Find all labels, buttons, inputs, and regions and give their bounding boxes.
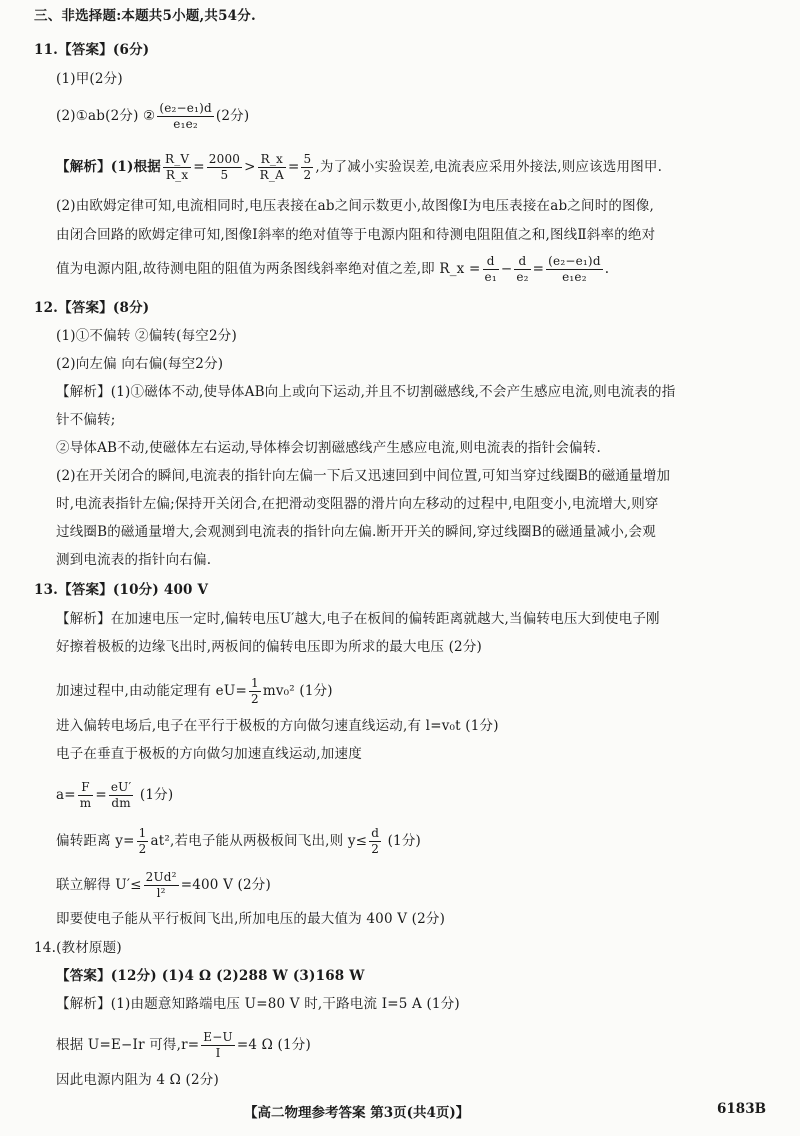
q14-line-2-prefix: 根据 U=E−Ir 可得,r= (56, 1037, 200, 1053)
fraction-denominator: R_x (165, 168, 189, 182)
q12-answer-2: (2)向左偏 向右偏(每空2分) (56, 356, 224, 372)
fraction-denominator: 2 (303, 168, 312, 182)
q11-answer-1: (1)甲(2分) (56, 71, 123, 87)
q12-analysis-line-6: 过线圈B的磁通量增大,会观测到电流表的指针向左偏.断开开关的瞬间,穿过线圈B的磁通量减小,会观 (56, 524, 656, 540)
fraction-denominator: I (215, 1046, 221, 1060)
section-title: 三、非选择题:本题共5小题,共54分. (34, 8, 256, 24)
fraction-denominator: dm (111, 796, 131, 810)
period: . (604, 261, 610, 277)
equals-sign: = (287, 159, 300, 175)
q11-analysis-2-line-1: (2)由欧姆定律可知,电流相同时,电压表接在ab之间示数更小,故图像Ⅰ为电压表接在ab之间时的图像, (56, 198, 655, 214)
fraction-5-2 (301, 152, 313, 183)
q13-line-6-suffix: (1分) (135, 787, 174, 803)
q11-analysis-2-line-3 (56, 254, 609, 285)
q13-line-3-suffix: mv₀² (1分) (262, 683, 333, 699)
q13-analysis-line-7 (56, 826, 421, 857)
q13-analysis-line-8 (56, 870, 271, 901)
q13-analysis-line-2: 好擦着极板的边缘飞出时,两板间的偏转电压即为所求的最大电压 (2分) (56, 639, 483, 655)
fraction-numerator: 2Ud² (145, 870, 177, 884)
fraction-denominator: e₂ (516, 270, 529, 284)
fraction-denominator: R_A (259, 168, 284, 182)
q13-analysis-line-4: 进入偏转电场后,电子在平行于极板的方向做匀速直线运动,有 l=v₀t (1分) (56, 718, 499, 734)
minus-sign: − (500, 261, 513, 277)
q14-analysis-line-2 (56, 1030, 311, 1061)
q13-analysis-line-6 (56, 780, 173, 811)
q11-analysis-2-line-2: 由闭合回路的欧姆定律可知,图像Ⅰ斜率的绝对值等于电源内阻和待测电阻阻值之和,图线Ⅱ斜率的绝对 (56, 227, 656, 243)
q13-analysis-line-9: 即要使电子能从平行板间飞出,所加电压的最大值为 400 V (2分) (56, 911, 446, 927)
fraction-1-2 (137, 826, 149, 857)
q11-answer-2-suffix: (2分) (215, 108, 250, 124)
fraction-denominator: 2 (250, 692, 259, 706)
fraction-d-e1 (483, 254, 499, 285)
fraction-numerator: 5 (303, 152, 312, 166)
q13-line-7-prefix: 偏转距离 y= (56, 833, 135, 849)
q14-answer: 【答案】(12分) (1)4 Ω (2)288 W (3)168 W (56, 968, 365, 984)
q12-answer-1: (1)①不偏转 ②偏转(每空2分) (56, 328, 237, 344)
q12-analysis-line-4: (2)在开关闭合的瞬间,电流表的指针向左偏一下后又迅速回到中间位置,可知当穿过线圈B的磁通量增加 (56, 468, 671, 484)
fraction-numerator: (e₂−e₁)d (159, 101, 212, 115)
fraction-numerator: d (371, 826, 380, 840)
greater-than-sign: > (244, 159, 256, 175)
fraction-rv-rx (163, 152, 191, 183)
q11-answer-2-fraction (157, 101, 214, 132)
q14-header: 14.(教材原题) (34, 940, 122, 956)
q11-header: 11.【答案】(6分) (34, 42, 150, 58)
fraction-numerator: (e₂−e₁)d (548, 254, 601, 268)
q12-analysis-line-7: 测到电流表的指针向右偏. (56, 552, 212, 568)
fraction-2ud2-l2 (144, 870, 179, 901)
fraction-result (546, 254, 603, 285)
q12-analysis-line-1: 【解析】(1)①磁体不动,使导体AB向上或向下运动,并且不切割磁感线,不会产生感应电流,则电流表的指 (56, 384, 676, 400)
fraction-numerator: 1 (138, 826, 147, 840)
q14-line-2-suffix: =4 Ω (1分) (236, 1037, 311, 1053)
fraction-numerator: R_V (164, 152, 190, 166)
q13-analysis-line-5: 电子在垂直于极板的方向做匀加速直线运动,加速度 (56, 746, 362, 762)
fraction-numerator: R_x (258, 152, 286, 168)
fraction-denominator: l² (156, 886, 166, 900)
q11-analysis-2-line-3-prefix: 值为电源内阻,故待测电阻的阻值为两条图线斜率绝对值之差,即 R_x = (56, 261, 481, 277)
q14-analysis-line-1: 【解析】(1)由题意知路端电压 U=80 V 时,干路电流 I=5 A (1分) (56, 996, 460, 1012)
equals-sign: = (95, 787, 107, 803)
footer-doc-code: 6183B (717, 1101, 766, 1117)
q13-line-7-suffix: (1分) (383, 833, 421, 849)
fraction-numerator: d (514, 254, 530, 270)
q11-answer-2 (56, 101, 249, 132)
q13-line-8-prefix: 联立解得 U′≤ (56, 877, 142, 893)
fraction-1-2 (249, 676, 261, 707)
q13-analysis-line-1: 【解析】在加速电压一定时,偏转电压U′越大,电子在板间的偏转距离就越大,当偏转电压大到使电子刚 (56, 611, 660, 627)
q12-analysis-line-2: 针不偏转; (56, 412, 116, 428)
q13-line-6-prefix: a= (56, 787, 76, 803)
fraction-d-2 (369, 826, 381, 857)
fraction-denominator: m (79, 796, 92, 810)
q13-header: 13.【答案】(10分) 400 V (34, 582, 209, 598)
fraction-f-m (78, 780, 94, 811)
fraction-numerator: E−U (203, 1030, 233, 1044)
q13-line-7-middle: at²,若电子能从两极板间飞出,则 y≤ (150, 833, 368, 849)
fraction-denominator: 2 (138, 842, 147, 856)
fraction-denominator: 2 (371, 842, 380, 856)
fraction-numerator: 2000 (208, 152, 241, 166)
q11-answer-2-prefix: (2)①ab(2分) ② (56, 108, 156, 124)
q11-analysis-1-prefix: 【解析】(1)根据 (56, 159, 161, 175)
fraction-numerator: 1 (250, 676, 259, 690)
q13-line-8-suffix: =400 V (2分) (180, 877, 271, 893)
fraction-2000-5 (207, 152, 242, 183)
fraction-rx-ra (258, 152, 286, 183)
fraction-numerator: eU′ (110, 780, 132, 794)
q11-analysis-1 (56, 152, 662, 183)
equals-sign: = (532, 261, 545, 277)
equals-sign: = (193, 159, 205, 175)
q11-analysis-1-suffix: ,为了减小实验误差,电流表应采用外接法,则应该选用图甲. (315, 159, 663, 175)
fraction-e-u-i (201, 1030, 235, 1061)
q14-analysis-line-3: 因此电源内阻为 4 Ω (2分) (56, 1072, 219, 1088)
q12-analysis-line-5: 时,电流表指针左偏;保持开关闭合,在把滑动变阻器的滑片向左移动的过程中,电阻变小,电流增大,则穿 (56, 496, 659, 512)
q13-line-3-prefix: 加速过程中,由动能定理有 eU= (56, 683, 247, 699)
fraction-d-e2 (514, 254, 530, 285)
fraction-denominator: e₁e₂ (173, 117, 198, 131)
fraction-numerator: d (483, 254, 499, 270)
fraction-eu-dm (109, 780, 134, 811)
fraction-denominator: 5 (220, 168, 229, 182)
q13-analysis-line-3 (56, 676, 333, 707)
footer-page-info: 【高二物理参考答案 第3页(共4页)】 (244, 1105, 470, 1121)
fraction-denominator: e₁e₂ (562, 270, 587, 284)
fraction-numerator: F (78, 780, 94, 796)
q12-header: 12.【答案】(8分) (34, 300, 150, 316)
fraction-denominator: e₁ (484, 270, 497, 284)
q12-analysis-line-3: ②导体AB不动,使磁体左右运动,导体棒会切割磁感线产生感应电流,则电流表的指针会偏转. (56, 440, 601, 456)
